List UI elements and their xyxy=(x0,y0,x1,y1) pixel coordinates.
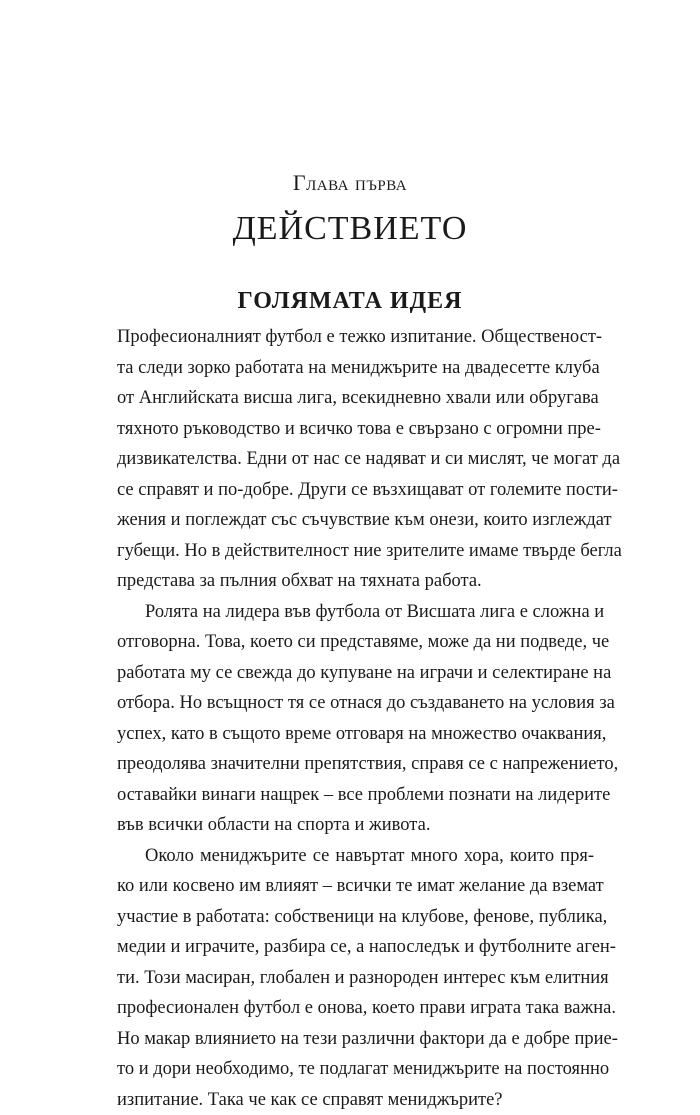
text-line: успех, като в същото време отговаря на множество очаквания, xyxy=(117,719,594,750)
text-line: Професионалният футбол е тежко изпитание. Общественост- xyxy=(117,322,594,353)
section-heading: ГОЛЯМАТА ИДЕЯ xyxy=(0,288,700,315)
text-line: Но макар влиянието на тези различни фактори да е добре прие- xyxy=(117,1024,594,1055)
text-line: та следи зорко работата на мениджърите на двадесетте клуба xyxy=(117,353,594,384)
text-line: се справят и по-добре. Други се възхищават от големите пости- xyxy=(117,475,594,506)
text-line: ти. Този масиран, глобален и разнороден интерес към елитния xyxy=(117,963,594,994)
text-line: изпитание. Така че как се справят мениджърите? xyxy=(117,1085,594,1115)
text-line: дизвикателства. Едни от нас се надяват и си мислят, че могат да xyxy=(117,444,594,475)
text-line: професионален футбол е онова, което прави играта така важна. xyxy=(117,993,594,1024)
text-line: представа за пълния обхват на тяхната работа. xyxy=(117,566,594,597)
body-text xyxy=(117,322,594,1115)
text-line: губещи. Но в действителност ние зрителите имаме твърде бегла xyxy=(117,536,594,567)
text-line: преодолява значителни препятствия, справя се с напрежението, xyxy=(117,749,594,780)
text-line: медии и играчите, разбира се, а напоследък и футболните аген- xyxy=(117,932,594,963)
text-line: оставайки винаги нащрек – все проблеми познати на лидерите xyxy=(117,780,594,811)
text-line: работата му се свежда до купуване на играчи и селектиране на xyxy=(117,658,594,689)
text-line: жения и поглеждат със съчувствие към онези, които изглеждат xyxy=(117,505,594,536)
text-line: Около мениджърите се навъртат много хора, които пря- xyxy=(117,841,594,872)
text-line: отбора. Но всъщност тя се отнася до създаването на условия за xyxy=(117,688,594,719)
text-line: ко или косвено им влияят – всички те имат желание да вземат xyxy=(117,871,594,902)
chapter-label: Глава първа xyxy=(0,170,700,196)
text-line: във всички области на спорта и живота. xyxy=(117,810,594,841)
text-line: от Английската висша лига, всекидневно хвали или обругава xyxy=(117,383,594,414)
chapter-title: ДЕЙСТВИЕТО xyxy=(0,210,700,248)
text-line: отговорна. Това, което си представяме, може да ни подведе, че xyxy=(117,627,594,658)
paragraph xyxy=(117,322,594,597)
text-line: то и дори необходимо, те подлагат мениджърите на постоянно xyxy=(117,1054,594,1085)
text-line: Ролята на лидера във футбола от Висшата лига е сложна и xyxy=(117,597,594,628)
text-line: участие в работата: собственици на клубове, фенове, публика, xyxy=(117,902,594,933)
text-line: тяхното ръководство и всичко това е свързано с огромни пре- xyxy=(117,414,594,445)
paragraph xyxy=(117,841,594,1115)
paragraph xyxy=(117,597,594,841)
